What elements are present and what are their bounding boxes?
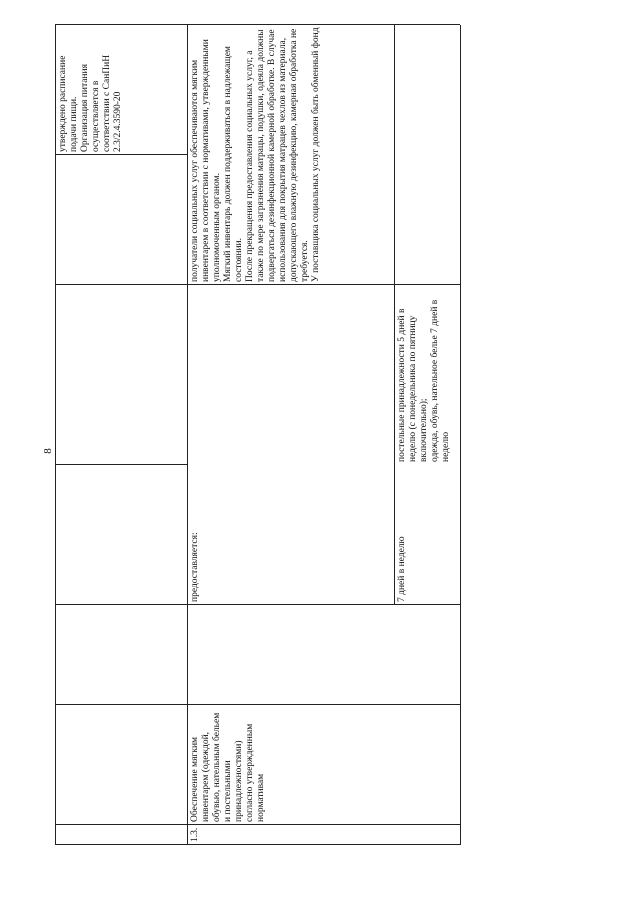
- table-border-left: [55, 844, 460, 845]
- column-divider: [55, 824, 460, 825]
- column-divider: [55, 154, 187, 155]
- rotated-table-container: [55, 25, 460, 845]
- row-divider: [187, 25, 188, 845]
- page-number: 8: [41, 448, 54, 454]
- row-number: 1.3.: [190, 827, 200, 842]
- column-divider: [55, 604, 460, 605]
- frequency: 7 дней в неделю: [397, 536, 407, 602]
- service-name: Обеспечение мягким инвентарем (одеждой, обувью, нательным бельем и постельными принадлежностями) согласно утвержденным нормативам: [190, 712, 266, 822]
- column-divider: [55, 284, 460, 285]
- table-border-top: [55, 25, 56, 845]
- provided-label: предоставляется:: [190, 532, 200, 602]
- table-border-bottom: [460, 25, 461, 845]
- previous-row-description: утверждено расписание подачи пищи. Организация питания осуществляется в соответствии с СанПиН 2.3/2.4.3590-20: [58, 54, 123, 152]
- services-table: [55, 25, 460, 845]
- frequency-details: постельные принадлежности 5 дней в неделю (с понедельника по пятницу включительно); одежда, обувь, нательное белье 7 дней в неделю: [397, 299, 451, 462]
- column-divider: [55, 704, 460, 705]
- quality-standard-text: получатели социальных услуг обеспечиваются мягким инвентарем в соответствии с нормативами, утвержденными уполномоченным органом. Мягкий инвентарь должен поддерживаться в надлежащем состоянии. После прекращения предоставления социальных услуг, а также по мере загрязнения матрацы, подушки, одеяла должны подвергаться дезинфекционной камерной обработке. В случае использования для покрытия матрацев чехлов из материала, допускающего влажную дезинфекцию, камерная обработка не требуется. У поставщика социальных услуг должен быть обменный фонд: [190, 27, 321, 282]
- table-border-right: [55, 24, 460, 25]
- column-divider: [55, 464, 187, 465]
